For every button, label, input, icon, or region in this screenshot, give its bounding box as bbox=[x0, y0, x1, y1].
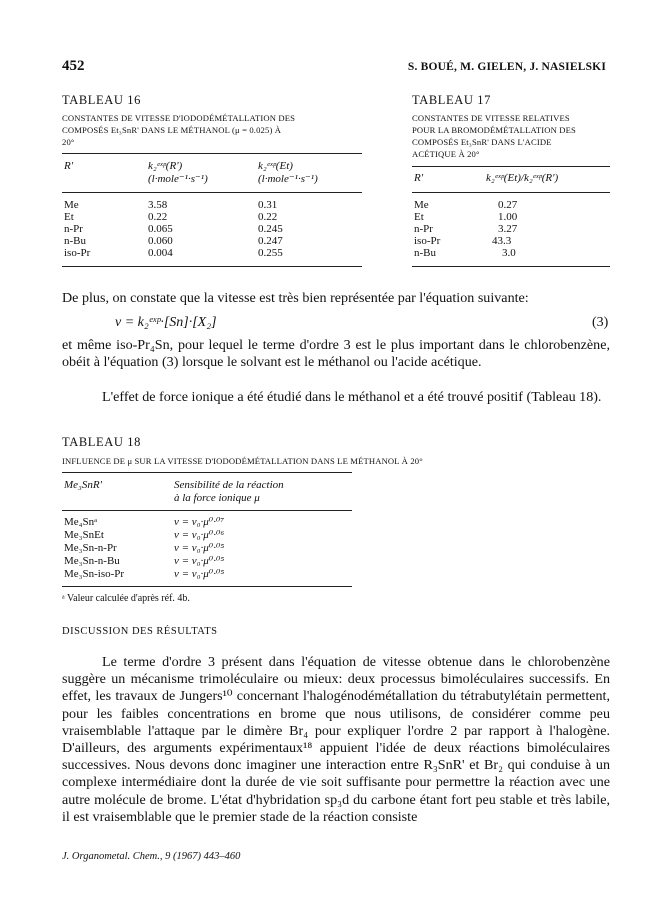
section-heading-discussion: DISCUSSION DES RÉSULTATS bbox=[62, 626, 218, 637]
table-18-cell-compound: Me₃SnEt bbox=[64, 529, 104, 541]
table-17-cell-r: Et bbox=[414, 211, 424, 223]
table-16-cell-ket: 0.255 bbox=[258, 247, 283, 259]
table-16-col-ket-unit: (l·mole⁻¹·s⁻¹) bbox=[258, 173, 318, 185]
table-17-cell-ratio: 3.0 bbox=[502, 247, 516, 259]
table-18-footnote: ᵃ Valeur calculée d'après réf. 4b. bbox=[62, 593, 190, 604]
table-17-cell-r: iso-Pr bbox=[414, 235, 441, 247]
table-16-cell-r: iso-Pr bbox=[64, 247, 91, 259]
table-18-cell-compound: Me₃Sn-n-Pr bbox=[64, 542, 117, 554]
running-header-authors: S. BOUÉ, M. GIELEN, J. NASIELSKI bbox=[407, 61, 606, 73]
table-18-col-sensitivity-header: Sensibilité de la réaction bbox=[174, 479, 284, 491]
table-17-caption-line-1: CONSTANTES DE VITESSE RELATIVES bbox=[412, 113, 570, 123]
table-16-cell-r: n-Bu bbox=[64, 235, 86, 247]
table-18-caption: INFLUENCE DE μ SUR LA VITESSE D'IODODÉMÉTALLATION DANS LE MÉTHANOL À 20° bbox=[62, 456, 423, 466]
table-18-col-compound-header: Me₃SnR' bbox=[64, 479, 102, 491]
table-16-cell-k: 0.065 bbox=[148, 223, 173, 235]
table-16-header-rule bbox=[62, 192, 362, 193]
table-17-col-ratio-header: k₂ᵉˣᵖ(Et)/k₂ᵉˣᵖ(R') bbox=[486, 172, 559, 184]
table-17-cell-ratio: 3.27 bbox=[498, 223, 518, 235]
table-17-top-rule bbox=[412, 166, 610, 167]
table-17-title: TABLEAU 17 bbox=[412, 93, 491, 107]
table-18-col-sensitivity-subheader: à la force ionique μ bbox=[174, 492, 260, 504]
table-17-cell-r: n-Bu bbox=[414, 247, 436, 259]
table-18-cell-equation: v = v₀·μ⁰·⁰⁵ bbox=[174, 542, 225, 554]
table-17-caption-line-4: ACÉTIQUE À 20° bbox=[412, 149, 480, 159]
table-17-caption-line-2: POUR LA BROMODÉMÉTALLATION DES bbox=[412, 125, 576, 135]
page-number: 452 bbox=[62, 58, 85, 74]
equation-3: v = k₂ᵉˣᵖ·[Sn]·[X₂] bbox=[115, 315, 217, 330]
table-16-title: TABLEAU 16 bbox=[62, 93, 141, 107]
table-18-cell-compound: Me₃Sn-iso-Pr bbox=[64, 568, 125, 580]
table-17-bottom-rule bbox=[412, 266, 610, 267]
table-16-cell-k: 0.060 bbox=[148, 235, 173, 247]
table-16-col-k-header: k₂ᵉˣᵖ(R') bbox=[148, 160, 183, 172]
table-18-cell-compound: Me₄Snᵃ bbox=[64, 516, 98, 528]
table-16-cell-r: n-Pr bbox=[64, 223, 83, 235]
paragraph-discussion: Le terme d'ordre 3 présent dans l'équation de vitesse obtenue dans le chlorobenzène suggère un mécanisme trimoléculaire ou mieux: deux processus bimoléculaires successifs. En effet, les travaux de Jungers¹⁰ concernant l'halogénodémétallation du tétrabutylétain permettent, pour les faibles concentrations en brome que nous utilisons, de considérer comme peu vraisemblable l'attaque par le dimère Br₄ pour expliquer l'ordre 2 par rapport à l'halogène. D'ailleurs, des arguments expérimentaux¹⁸ appuient l'idée de deux réactions bimoléculaires successives. Nous devons donc imaginer une interaction entre R₃SnR' et Br₂ qui conduise à un complexe intermédiaire dont la durée de vie soit suffisante pour permettre la réaction avec une autre molécule de brome. L'état d'hybridation sp₃d du carbone étant fort peu stable et très labile, il est vraisemblable que le premier stade de la réaction consiste bbox=[62, 654, 610, 825]
table-18-cell-equation: v = v₀·μ⁰·⁰⁵ bbox=[174, 555, 225, 567]
table-18-bottom-rule bbox=[62, 586, 352, 587]
equation-3-number: (3) bbox=[592, 315, 609, 330]
table-16-caption-line-3: 20° bbox=[62, 137, 75, 147]
table-16-cell-ket: 0.245 bbox=[258, 223, 283, 235]
table-16-cell-ket: 0.31 bbox=[258, 199, 278, 211]
table-18-title: TABLEAU 18 bbox=[62, 435, 141, 449]
table-16-col-k-unit: (l·mole⁻¹·s⁻¹) bbox=[148, 173, 208, 185]
table-18-cell-equation: v = v₀·μ⁰·⁰⁶ bbox=[174, 529, 225, 541]
table-17-cell-ratio: 1.00 bbox=[498, 211, 518, 223]
table-16-caption-line-2: COMPOSÉS Et₃SnR' DANS LE MÉTHANOL (μ = 0.025) À bbox=[62, 125, 282, 135]
table-16-cell-k: 3.58 bbox=[148, 199, 168, 211]
paragraph-equation-intro: De plus, on constate que la vitesse est très bien représentée par l'équation suivante: bbox=[62, 290, 529, 306]
paragraph-ionic-strength: L'effet de force ionique a été étudié dans le méthanol et a été trouvé positif (Tableau 18). bbox=[102, 389, 602, 405]
table-16-cell-k: 0.22 bbox=[148, 211, 168, 223]
table-16-cell-r: Me bbox=[64, 199, 79, 211]
table-16-caption-line-1: CONSTANTES DE VITESSE D'IODODÉMÉTALLATION DES bbox=[62, 113, 296, 123]
table-17-header-rule bbox=[412, 192, 610, 193]
table-16-cell-ket: 0.247 bbox=[258, 235, 283, 247]
table-18-cell-equation: v = v₀·μ⁰·⁰⁵ bbox=[174, 568, 225, 580]
table-18-top-rule bbox=[62, 472, 352, 473]
table-16-col-r-header: R' bbox=[64, 160, 74, 172]
journal-citation-footer: J. Organometal. Chem., 9 (1967) 443–460 bbox=[62, 851, 241, 862]
table-16-cell-r: Et bbox=[64, 211, 74, 223]
table-17-cell-ratio: 0.27 bbox=[498, 199, 518, 211]
table-16-cell-k: 0.004 bbox=[148, 247, 173, 259]
paragraph-iso-pr4sn: et même iso-Pr₄Sn, pour lequel le terme d'ordre 3 est le plus important dans le chlorobenzène, obéit à l'équation (3) lorsque le solvant est le méthanol ou l'acide acétique. bbox=[62, 337, 610, 371]
table-17-col-r-header: R' bbox=[414, 172, 424, 184]
table-18-cell-equation: v = v₀·μ⁰·⁰⁷ bbox=[174, 516, 225, 528]
table-18-header-rule bbox=[62, 510, 352, 511]
table-16-bottom-rule bbox=[62, 266, 362, 267]
table-17-cell-r: Me bbox=[414, 199, 429, 211]
table-17-cell-ratio: 43.3 bbox=[492, 235, 512, 247]
table-18-cell-compound: Me₃Sn-n-Bu bbox=[64, 555, 120, 567]
table-17-cell-r: n-Pr bbox=[414, 223, 433, 235]
table-16-col-ket-header: k₂ᵉˣᵖ(Et) bbox=[258, 160, 293, 172]
table-16-cell-ket: 0.22 bbox=[258, 211, 278, 223]
table-16-top-rule bbox=[62, 153, 362, 154]
table-17-caption-line-3: COMPOSÉS Et₃SnR' DANS L'ACIDE bbox=[412, 137, 552, 147]
